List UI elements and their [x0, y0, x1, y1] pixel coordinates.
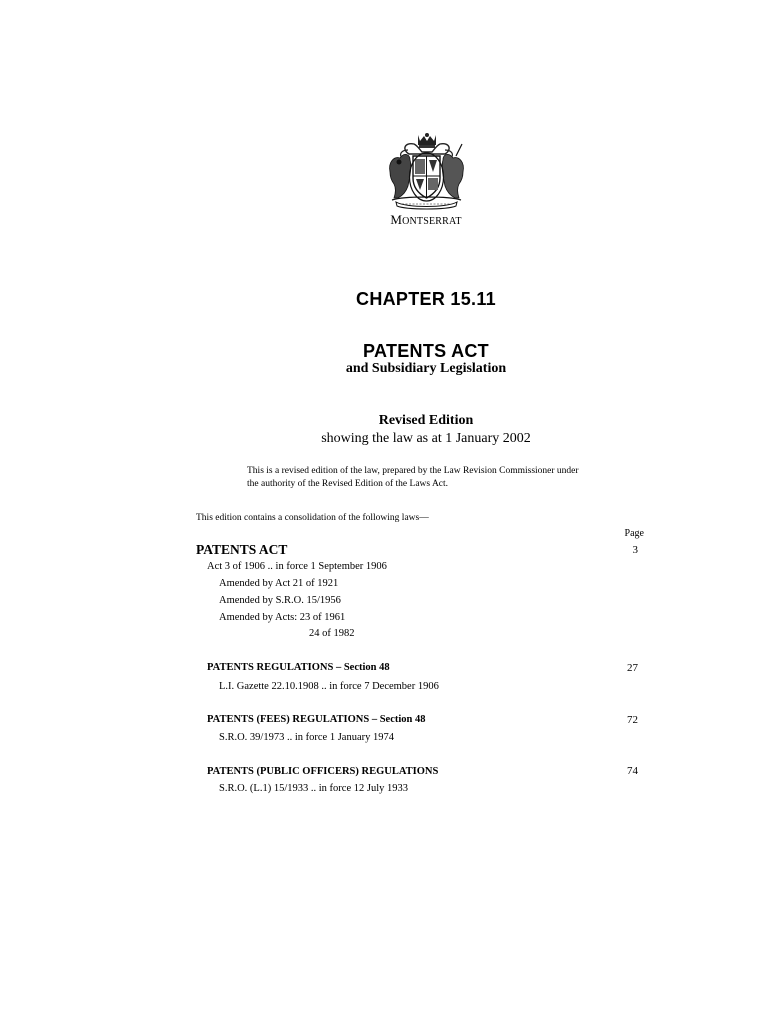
act-subtitle: and Subsidiary Legislation — [345, 361, 507, 376]
consolidation-intro: This edition contains a consolidation of the following laws— — [196, 513, 429, 523]
amendment-item: 24 of 1982 — [309, 628, 355, 639]
revised-edition-heading: Revised Edition — [378, 413, 474, 428]
subsidiary-law-detail: L.I. Gazette 22.10.1908 .. in force 7 December 1906 — [219, 681, 439, 692]
amendment-item: Amended by Act 21 of 1921 — [219, 578, 339, 589]
subsidiary-law-page: 74 — [627, 765, 638, 777]
territory-rest: ONTSERRAT — [402, 216, 462, 227]
chapter-title: CHAPTER 15.11 — [356, 289, 496, 309]
coat-of-arms-icon — [384, 132, 469, 210]
law-detail: Act 3 of 1906 .. in force 1 September 1906 — [207, 561, 387, 572]
subsidiary-law-page: 27 — [627, 662, 638, 674]
revision-note — [247, 465, 627, 491]
main-law-title: PATENTS ACT — [196, 542, 288, 557]
act-title: PATENTS ACT — [363, 341, 489, 361]
territory-initial: M — [390, 212, 403, 227]
subsidiary-law-title: PATENTS (FEES) REGULATIONS – Section 48 — [207, 714, 426, 725]
page-column-label: Page — [624, 528, 644, 539]
subsidiary-law-title: PATENTS REGULATIONS – Section 48 — [207, 662, 390, 673]
revision-note-line: This is a revised edition of the law, prepared by the Law Revision Commissioner under — [247, 466, 579, 476]
amendment-item: Amended by Acts: 23 of 1961 — [219, 612, 346, 623]
subsidiary-law-title: PATENTS (PUBLIC OFFICERS) REGULATIONS — [207, 766, 439, 777]
main-law-page: 3 — [632, 544, 638, 556]
law-date-statement: showing the law as at 1 January 2002 — [321, 431, 531, 446]
territory-name — [0, 212, 770, 228]
subsidiary-law-page: 72 — [627, 714, 638, 726]
amendment-item: Amended by S.R.O. 15/1956 — [219, 595, 341, 606]
subsidiary-law-detail: S.R.O. (L.1) 15/1933 .. in force 12 July 1933 — [219, 783, 408, 794]
revision-note-line: the authority of the Revised Edition of the Laws Act. — [247, 479, 449, 489]
subsidiary-law-detail: S.R.O. 39/1973 .. in force 1 January 1974 — [219, 732, 394, 743]
